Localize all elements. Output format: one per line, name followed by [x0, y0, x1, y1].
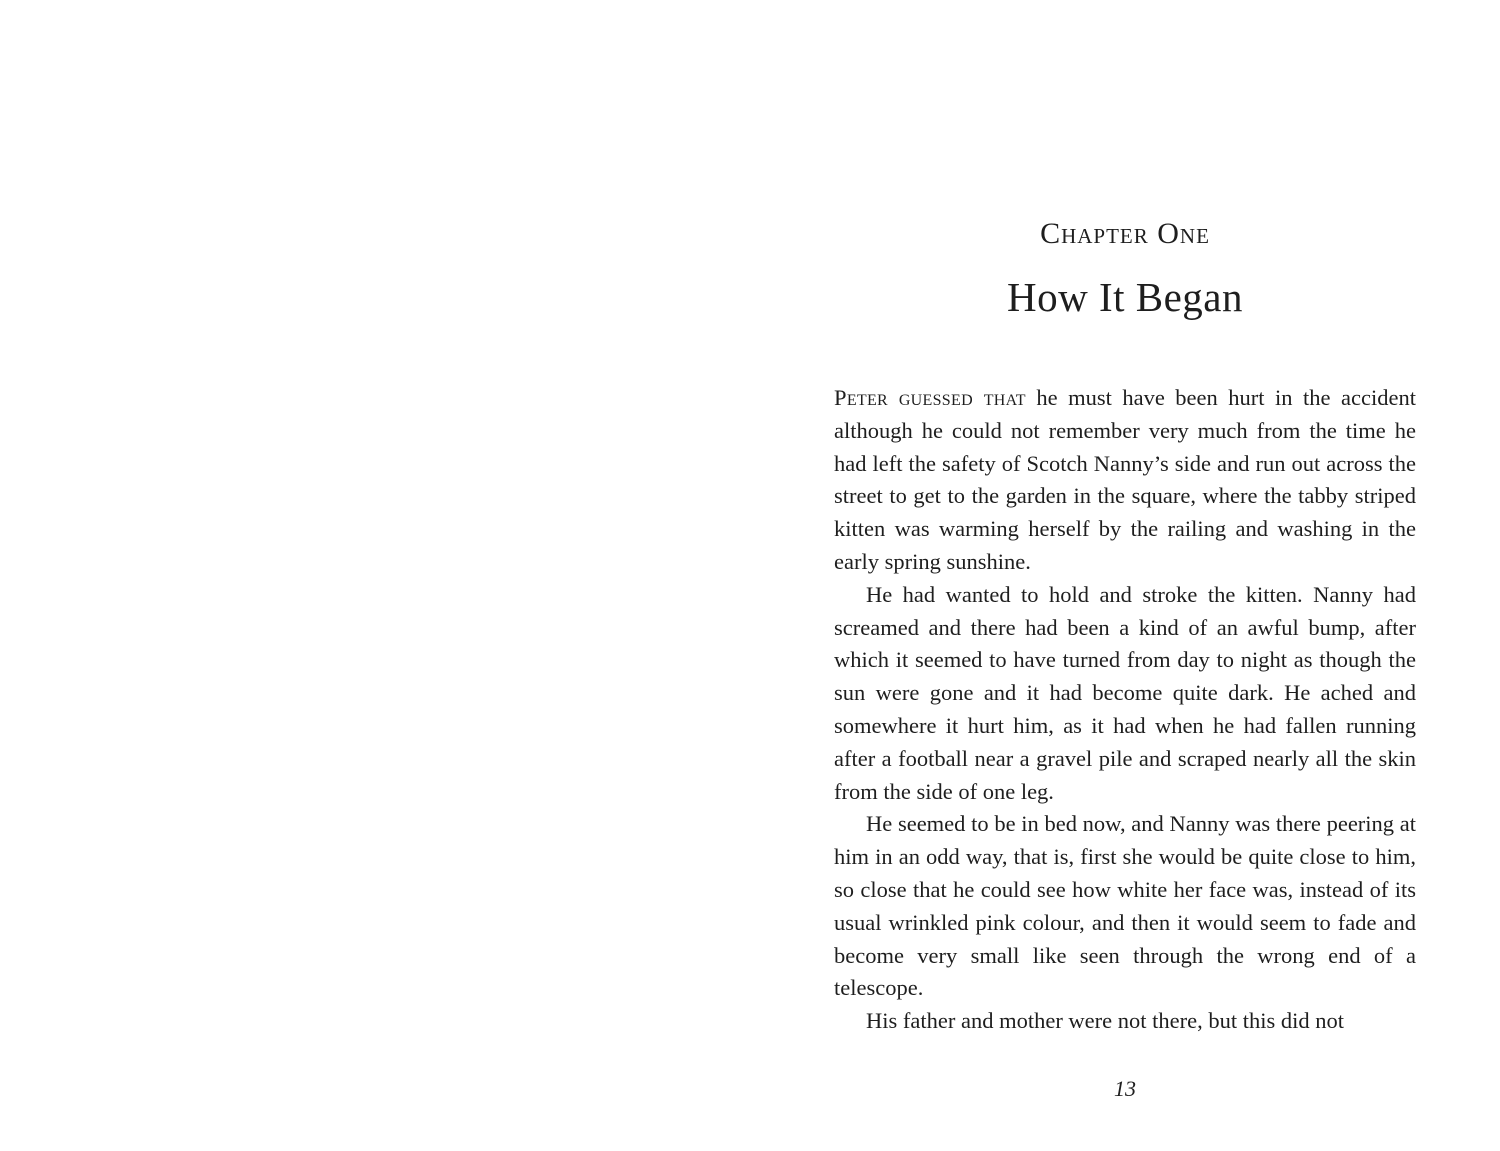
chapter-title: How It Began: [1006, 274, 1243, 320]
paragraph-2: He had wanted to hold and stroke the kitten. Nanny had screamed and there had been a kind of an awful bump, after which it seemed to have turned from day to night as though the sun were gone and it had become quite dark. He ached and somewhere it hurt him, as it had when he had fallen running after a football near a gravel pile and scraped nearly all the skin from the side of one leg.: [834, 581, 1416, 804]
chapter-body: [834, 382, 1416, 1038]
paragraph-1: [834, 382, 1416, 579]
right-page: [750, 0, 1500, 1151]
page-number: 13: [1114, 1076, 1136, 1101]
chapter-label: Chapter One: [1040, 217, 1210, 250]
paragraph-lead-in: Peter guessed that: [834, 385, 1026, 410]
paragraph-3: He seemed to be in bed now, and Nanny was there peering at him in an odd way, that is, first she would be quite close to him, so close that he could see how white her face was, instead of its usual wrinkled pink colour, and then it would seem to fade and become very small like seen through the wrong end of a telescope.: [834, 811, 1416, 1001]
paragraph-4: His father and mother were not there, but this did not: [866, 1008, 1345, 1034]
paragraph-text: he must have been hurt in the accident although he could not remember very much from the time he had left the safety of Scotch Nanny’s side and run out across the street to get to the garden in the square, where the tabby striped kitten was warming herself by the railing and washing in the early spring sunshine.: [834, 385, 1416, 574]
